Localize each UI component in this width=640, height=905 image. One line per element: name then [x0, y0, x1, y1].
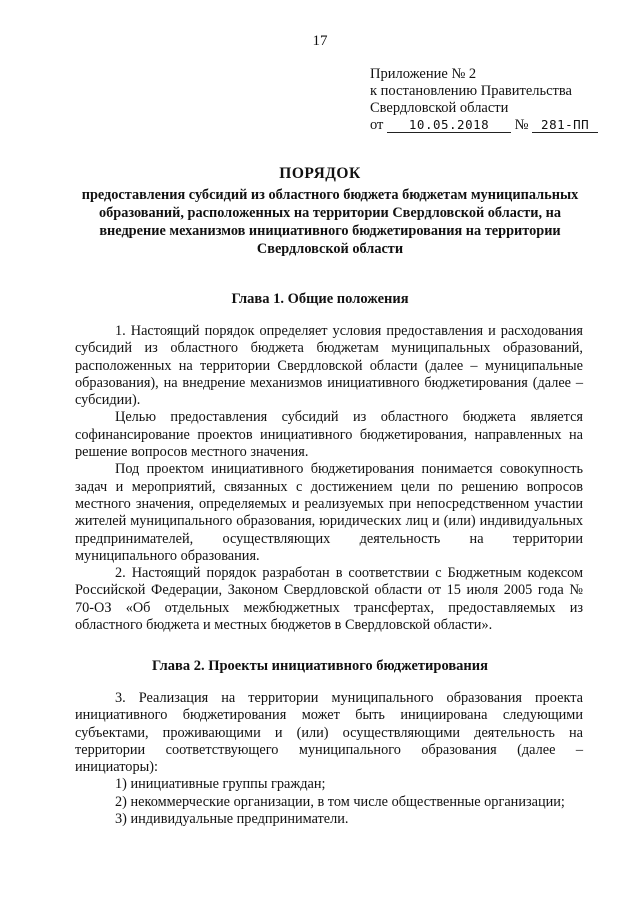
handwritten-number: 281-ПП — [532, 118, 598, 133]
paragraph: 3. Реализация на территории муниципального образования проекта инициативного бюджетирования может быть инициирована следующими субъектами, проживающими и (или) осуществляющими деятельность на территории соответствующего муниципального образования (далее – инициаторы): — [75, 690, 583, 776]
annex-line-1: Приложение № 2 — [370, 66, 477, 82]
annex-block — [370, 66, 630, 134]
number-label: № — [514, 117, 529, 133]
chapter-1-heading: Глава 1. Общие положения — [231, 291, 409, 307]
annex-line-2: к постановлению Правительства — [370, 83, 572, 99]
page-number: 17 — [312, 33, 328, 49]
document-subtitle: предоставления субсидий из областного бюджета бюджетам муниципальных образований, расположенных на территории Свердловской области, на внедрение механизмов инициативного бюджетирования на территории Свердловской области — [81, 187, 579, 257]
paragraph: 1. Настоящий порядок определяет условия предоставления и расходования субсидий из областного бюджета бюджетам муниципальных образований, расположенных на территории Свердловской области (далее – муниципальные образования), на внедрение механизмов инициативного бюджетирования (далее – субсидии). — [75, 323, 583, 409]
list-item: 1) инициативные группы граждан; — [115, 776, 326, 793]
list-item: 3) индивидуальные предприниматели. — [115, 811, 349, 828]
chapter-2-body — [75, 690, 583, 828]
from-label: от — [370, 117, 384, 133]
list-item: 2) некоммерческие организации, в том числе общественные организации; — [115, 793, 565, 810]
paragraph: 2. Настоящий порядок разработан в соответствии с Бюджетным кодексом Российской Федерации, Законом Свердловской области от 15 июля 2005 года № 70-ОЗ «Об отдельных межбюджетных трансфертах, предоставляемых из областного бюджета и местных бюджетов в Свердловской области». — [75, 565, 583, 634]
annex-date-line — [370, 117, 630, 134]
document-title: ПОРЯДОК — [279, 165, 361, 182]
chapter-1-body — [75, 323, 583, 634]
handwritten-date: 10.05.2018 — [387, 118, 511, 133]
paragraph: Под проектом инициативного бюджетирования понимается совокупность задач и мероприятий, связанных с достижением цели по решению вопросов местного значения, определяемых и реализуемых при непосредственном участии жителей муниципального образования, юридических лиц и (или) индивидуальных предпринимателей, осуществляющих деятельность на территории муниципального образования. — [75, 461, 583, 564]
chapter-2-heading: Глава 2. Проекты инициативного бюджетирования — [152, 658, 488, 674]
annex-line-3: Свердловской области — [370, 100, 509, 116]
paragraph: Целью предоставления субсидий из областного бюджета является софинансирование проектов инициативного бюджетирования, направленных на решение вопросов местного значения. — [75, 409, 583, 461]
